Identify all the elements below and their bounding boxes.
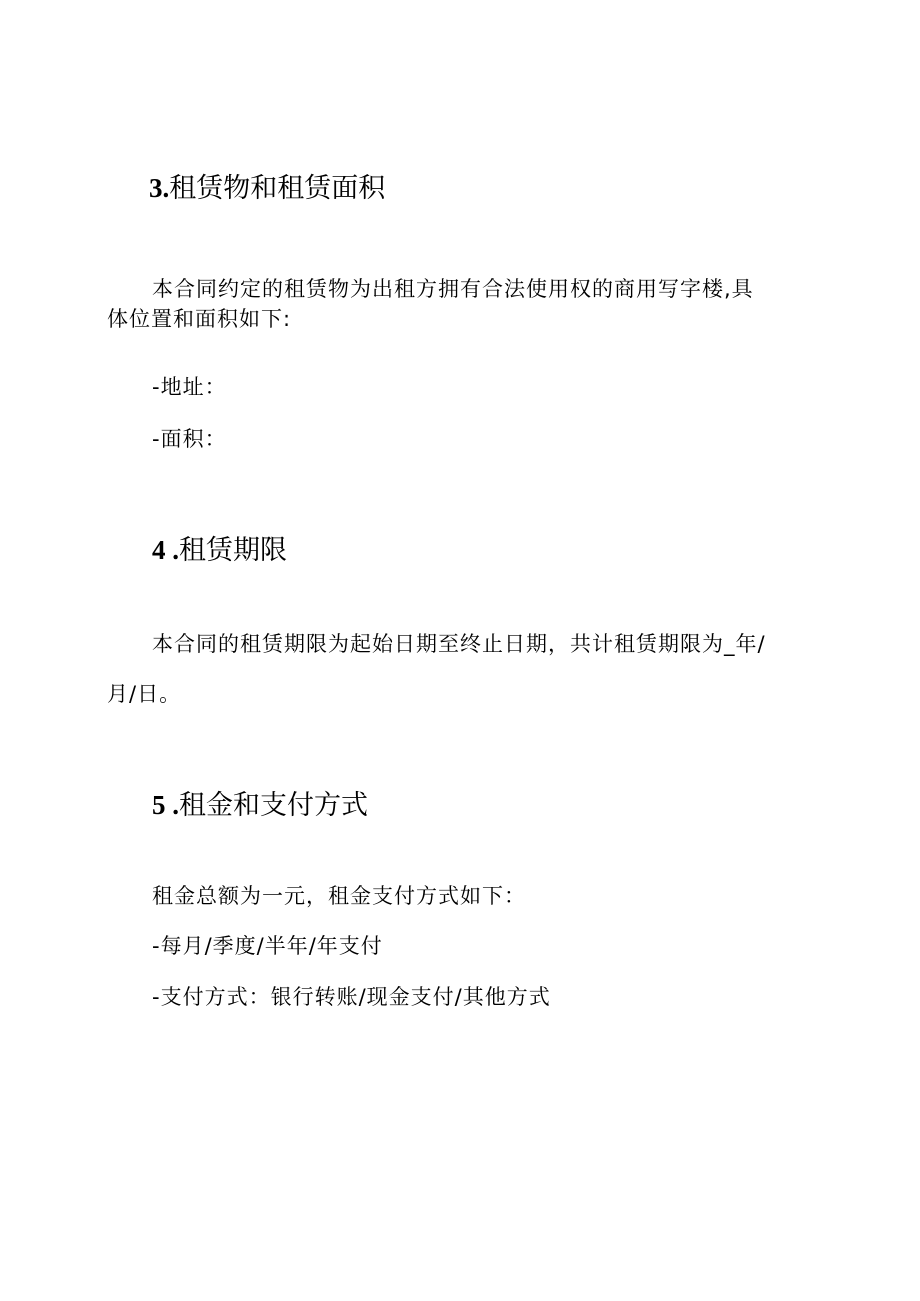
section-3-title: 租赁物和租赁面积 bbox=[169, 173, 386, 204]
section-5-item-method: -支付方式：银行转账/现金支付/其他方式 bbox=[152, 985, 551, 1009]
section-4-paragraph-line-1: 本合同的租赁期限为起始日期至终止日期，共计租赁期限为_年/ bbox=[152, 632, 766, 656]
section-4-number: 4 . bbox=[152, 535, 179, 565]
section-4-paragraph-line-2: 月/日。 bbox=[107, 682, 182, 706]
section-5-number: 5 . bbox=[152, 790, 179, 820]
section-3-paragraph-line-2: 体位置和面积如下: bbox=[107, 307, 292, 331]
section-4-heading bbox=[152, 528, 287, 567]
section-3-item-area: -面积： bbox=[152, 427, 227, 451]
section-3-heading bbox=[149, 166, 385, 205]
section-3-paragraph-line-1: 本合同约定的租赁物为出租方拥有合法使用权的商用写字楼,具 bbox=[152, 277, 754, 301]
section-5-title: 租金和支付方式 bbox=[179, 790, 368, 821]
section-3-number: 3. bbox=[149, 173, 170, 203]
section-5-item-frequency: -每月/季度/半年/年支付 bbox=[152, 934, 383, 958]
section-5-heading bbox=[152, 783, 368, 822]
section-3-item-address: -地址： bbox=[152, 375, 227, 399]
section-4-title: 租赁期限 bbox=[179, 535, 287, 566]
section-5-paragraph-line-1: 租金总额为一元，租金支付方式如下： bbox=[152, 884, 526, 908]
